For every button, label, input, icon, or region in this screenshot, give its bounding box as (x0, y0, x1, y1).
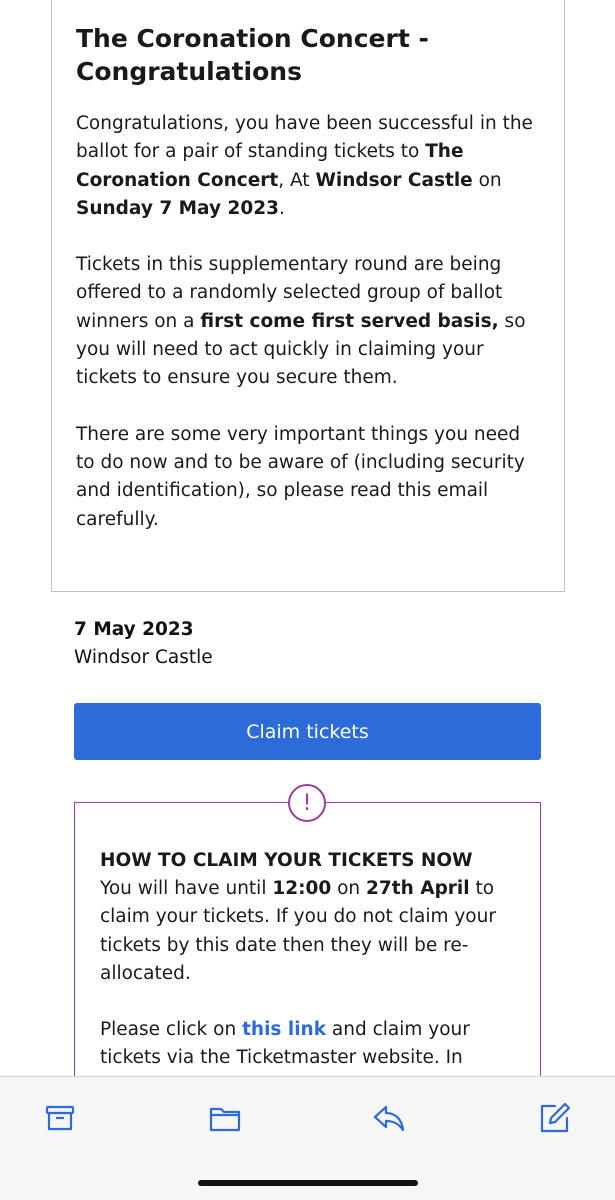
n1-text-2: on (331, 878, 367, 899)
n2-text-2: and claim your tickets via the Ticketmaster website. In (100, 1019, 470, 1069)
notice-box (74, 790, 541, 1102)
congrats-paragraph (76, 110, 540, 223)
important-paragraph: There are some very important things you need to do now and to be aware of (including security and identification), so please read this email carefully. (76, 423, 525, 530)
p1-date: Sunday 7 May 2023 (76, 197, 279, 219)
email-card (51, 0, 565, 592)
email-title (76, 22, 540, 88)
p2-text-1: Tickets in this supplementary round are being offered to a randomly selected group of ballot winners on a (76, 254, 503, 332)
email-title-line2: Congratulations (76, 57, 302, 86)
n1-time: 12:00 (272, 878, 332, 899)
notice-heading: HOW TO CLAIM YOUR TICKETS NOW (100, 850, 473, 871)
supplementary-paragraph (76, 251, 540, 392)
p1-text-1: Congratulations, you have been successful in the ballot for a pair of standing tickets to (76, 113, 533, 163)
n2-text-1: Please click on (100, 1019, 243, 1041)
reply-icon[interactable] (372, 1101, 406, 1135)
email-title-line1: The Coronation Concert - (76, 24, 429, 53)
n1-text-3: to claim your tickets. If you do not claim your tickets by this date then they will be re-allocated. (100, 878, 496, 984)
p1-event-name: The Coronation Concert (76, 141, 464, 191)
exclamation-icon: ! (288, 784, 326, 822)
p1-text-2: , At (278, 169, 316, 191)
n1-text-1: You will have until (100, 878, 273, 899)
this-link[interactable]: this link (242, 1019, 327, 1041)
notice-link-paragraph (100, 1016, 515, 1073)
notice-deadline-paragraph (100, 875, 515, 988)
p2-bold: first come first served basis, (200, 310, 499, 332)
event-date: 7 May 2023 (74, 619, 194, 640)
event-venue: Windsor Castle (74, 647, 213, 668)
claim-tickets-button[interactable]: Claim tickets (74, 703, 541, 760)
p2-text-2: so you will need to act quickly in claiming your tickets to ensure you secure them. (76, 310, 526, 389)
p1-text-4: . (278, 197, 285, 219)
folder-icon[interactable] (208, 1101, 242, 1135)
n1-date: 27th April (366, 878, 470, 899)
p1-venue: Windsor Castle (315, 169, 473, 191)
home-indicator (198, 1180, 418, 1186)
archive-icon[interactable] (43, 1101, 77, 1135)
p1-text-3: on (472, 169, 502, 191)
compose-icon[interactable] (537, 1101, 571, 1135)
